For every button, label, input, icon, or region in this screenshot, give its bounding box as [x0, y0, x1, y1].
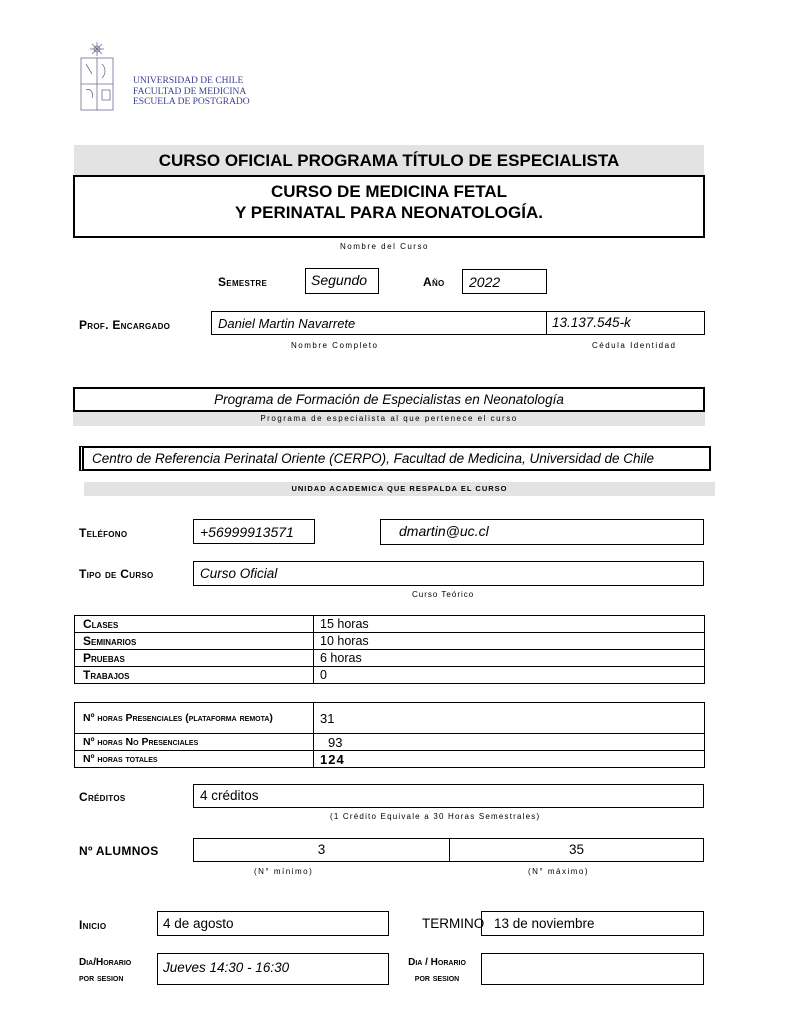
professor-name-caption: Nombre Completo	[291, 341, 379, 350]
table-row	[75, 633, 705, 650]
start-field[interactable]	[157, 911, 389, 936]
table-row	[75, 650, 705, 667]
phone-label: Teléfono	[79, 526, 128, 540]
semester-field[interactable]	[305, 268, 379, 294]
students-min-caption: (N° mínimo)	[254, 867, 314, 876]
course-type-field[interactable]	[193, 561, 704, 586]
year-value: 2022	[469, 274, 501, 290]
students-max-value: 35	[568, 842, 585, 857]
students-label: Nº ALUMNOS	[79, 844, 159, 858]
phone-value: +56999913571	[200, 524, 294, 540]
students-min-field[interactable]	[193, 838, 450, 862]
page-title-text: CURSO OFICIAL PROGRAMA TÍTULO DE ESPECIALISTA	[158, 151, 620, 170]
unit-value: Centro de Referencia Perinatal Oriente (CERPO), Facultad de Medicina, Universidad de Chile	[92, 451, 655, 466]
schedule-value-1: Jueves 14:30 - 16:30	[163, 960, 290, 975]
course-type-caption: Curso Teórico	[412, 590, 475, 599]
hours-label: Pruebas	[75, 650, 314, 667]
table-row	[75, 703, 705, 734]
university-name: UNIVERSIDAD DE CHILE	[133, 76, 244, 86]
students-max-caption: (N° máximo)	[528, 867, 590, 876]
schedule-label-2b: por sesion	[414, 973, 460, 984]
university-logo	[78, 38, 124, 112]
table-row	[75, 616, 705, 633]
semester-value: Segundo	[311, 272, 368, 288]
school-name: ESCUELA DE POSTGRADO	[133, 97, 250, 107]
totals-value[interactable]: 93	[314, 734, 705, 751]
hours-value[interactable]: 15 horas	[314, 616, 705, 633]
credits-label: Créditos	[79, 790, 126, 804]
schedule-label-2a: Dia / Horario	[408, 957, 466, 968]
hours-label: Trabajos	[75, 667, 314, 684]
professor-id-value: 13.137.545-k	[552, 315, 631, 330]
hours-label: Seminarios	[75, 633, 314, 650]
unit-caption	[84, 482, 715, 496]
university-header	[133, 76, 250, 108]
totals-value[interactable]: 124	[314, 751, 705, 768]
professor-name-value: Daniel Martin Navarrete	[218, 316, 356, 331]
credits-value: 4 créditos	[200, 788, 259, 803]
schedule-field-1[interactable]	[157, 953, 389, 985]
students-min-value: 3	[317, 842, 326, 857]
hours-value[interactable]: 10 horas	[314, 633, 705, 650]
seal-icon	[78, 38, 124, 112]
schedule-field-2[interactable]	[481, 953, 704, 985]
end-value: 13 de noviembre	[494, 916, 595, 931]
faculty-name: FACULTAD DE MEDICINA	[133, 86, 247, 97]
page-title	[74, 145, 704, 175]
phone-field[interactable]	[193, 519, 315, 544]
year-label: Año	[423, 275, 445, 289]
table-row	[75, 667, 705, 684]
professor-id-field[interactable]	[546, 311, 705, 335]
schedule-label-2	[397, 955, 477, 987]
start-value: 4 de agosto	[163, 916, 234, 931]
year-field[interactable]	[462, 269, 547, 294]
totals-label: Nº horas totales	[75, 751, 314, 768]
course-name-caption: Nombre del Curso	[340, 242, 429, 251]
program-value: Programa de Formación de Especialistas en Neonatología	[214, 392, 564, 407]
students-max-field[interactable]	[449, 838, 704, 862]
start-label: Inicio	[79, 918, 107, 932]
email-field[interactable]	[380, 519, 704, 545]
totals-label: Nº horas No Presenciales	[75, 734, 314, 751]
credits-field[interactable]	[193, 784, 704, 808]
schedule-label-1b: por sesion	[79, 973, 124, 984]
schedule-label-1	[79, 955, 131, 987]
program-caption	[73, 412, 705, 426]
course-name-box	[73, 175, 705, 238]
hours-value[interactable]: 6 horas	[314, 650, 705, 667]
program-caption-text: Programa de especialista al que pertenece el curso	[260, 414, 518, 423]
schedule-label-1a: Dia/Horario	[79, 957, 132, 968]
hours-table	[74, 615, 705, 684]
end-label: TERMINO	[422, 916, 485, 931]
totals-value[interactable]: 31	[314, 703, 705, 734]
unit-caption-text: UNIDAD ACADEMICA QUE RESPALDA EL CURSO	[291, 484, 508, 493]
course-name-line2: Y PERINATAL PARA NEONATOLOGÍA.	[235, 203, 543, 222]
professor-name-field[interactable]	[211, 311, 547, 335]
end-field[interactable]	[481, 911, 704, 936]
course-type-value: Curso Oficial	[200, 566, 278, 581]
professor-id-caption: Cédula Identidad	[592, 341, 677, 350]
hours-value[interactable]: 0	[314, 667, 705, 684]
hours-label: Clases	[75, 616, 314, 633]
course-type-label: Tipo de Curso	[79, 567, 154, 581]
table-row	[75, 751, 705, 768]
semester-label: Semestre	[218, 275, 268, 289]
professor-label: Prof. Encargado	[79, 318, 171, 332]
totals-table	[74, 702, 705, 768]
table-row	[75, 734, 705, 751]
course-name-line1: CURSO DE MEDICINA FETAL	[270, 182, 508, 201]
credits-caption: (1 Crédito Equivale a 30 Horas Semestrales)	[330, 812, 541, 821]
unit-field[interactable]	[79, 446, 711, 471]
totals-label: Nº horas Presenciales (plataforma remota)	[75, 703, 314, 734]
email-value: dmartin@uc.cl	[399, 523, 489, 539]
program-field[interactable]	[73, 387, 705, 412]
